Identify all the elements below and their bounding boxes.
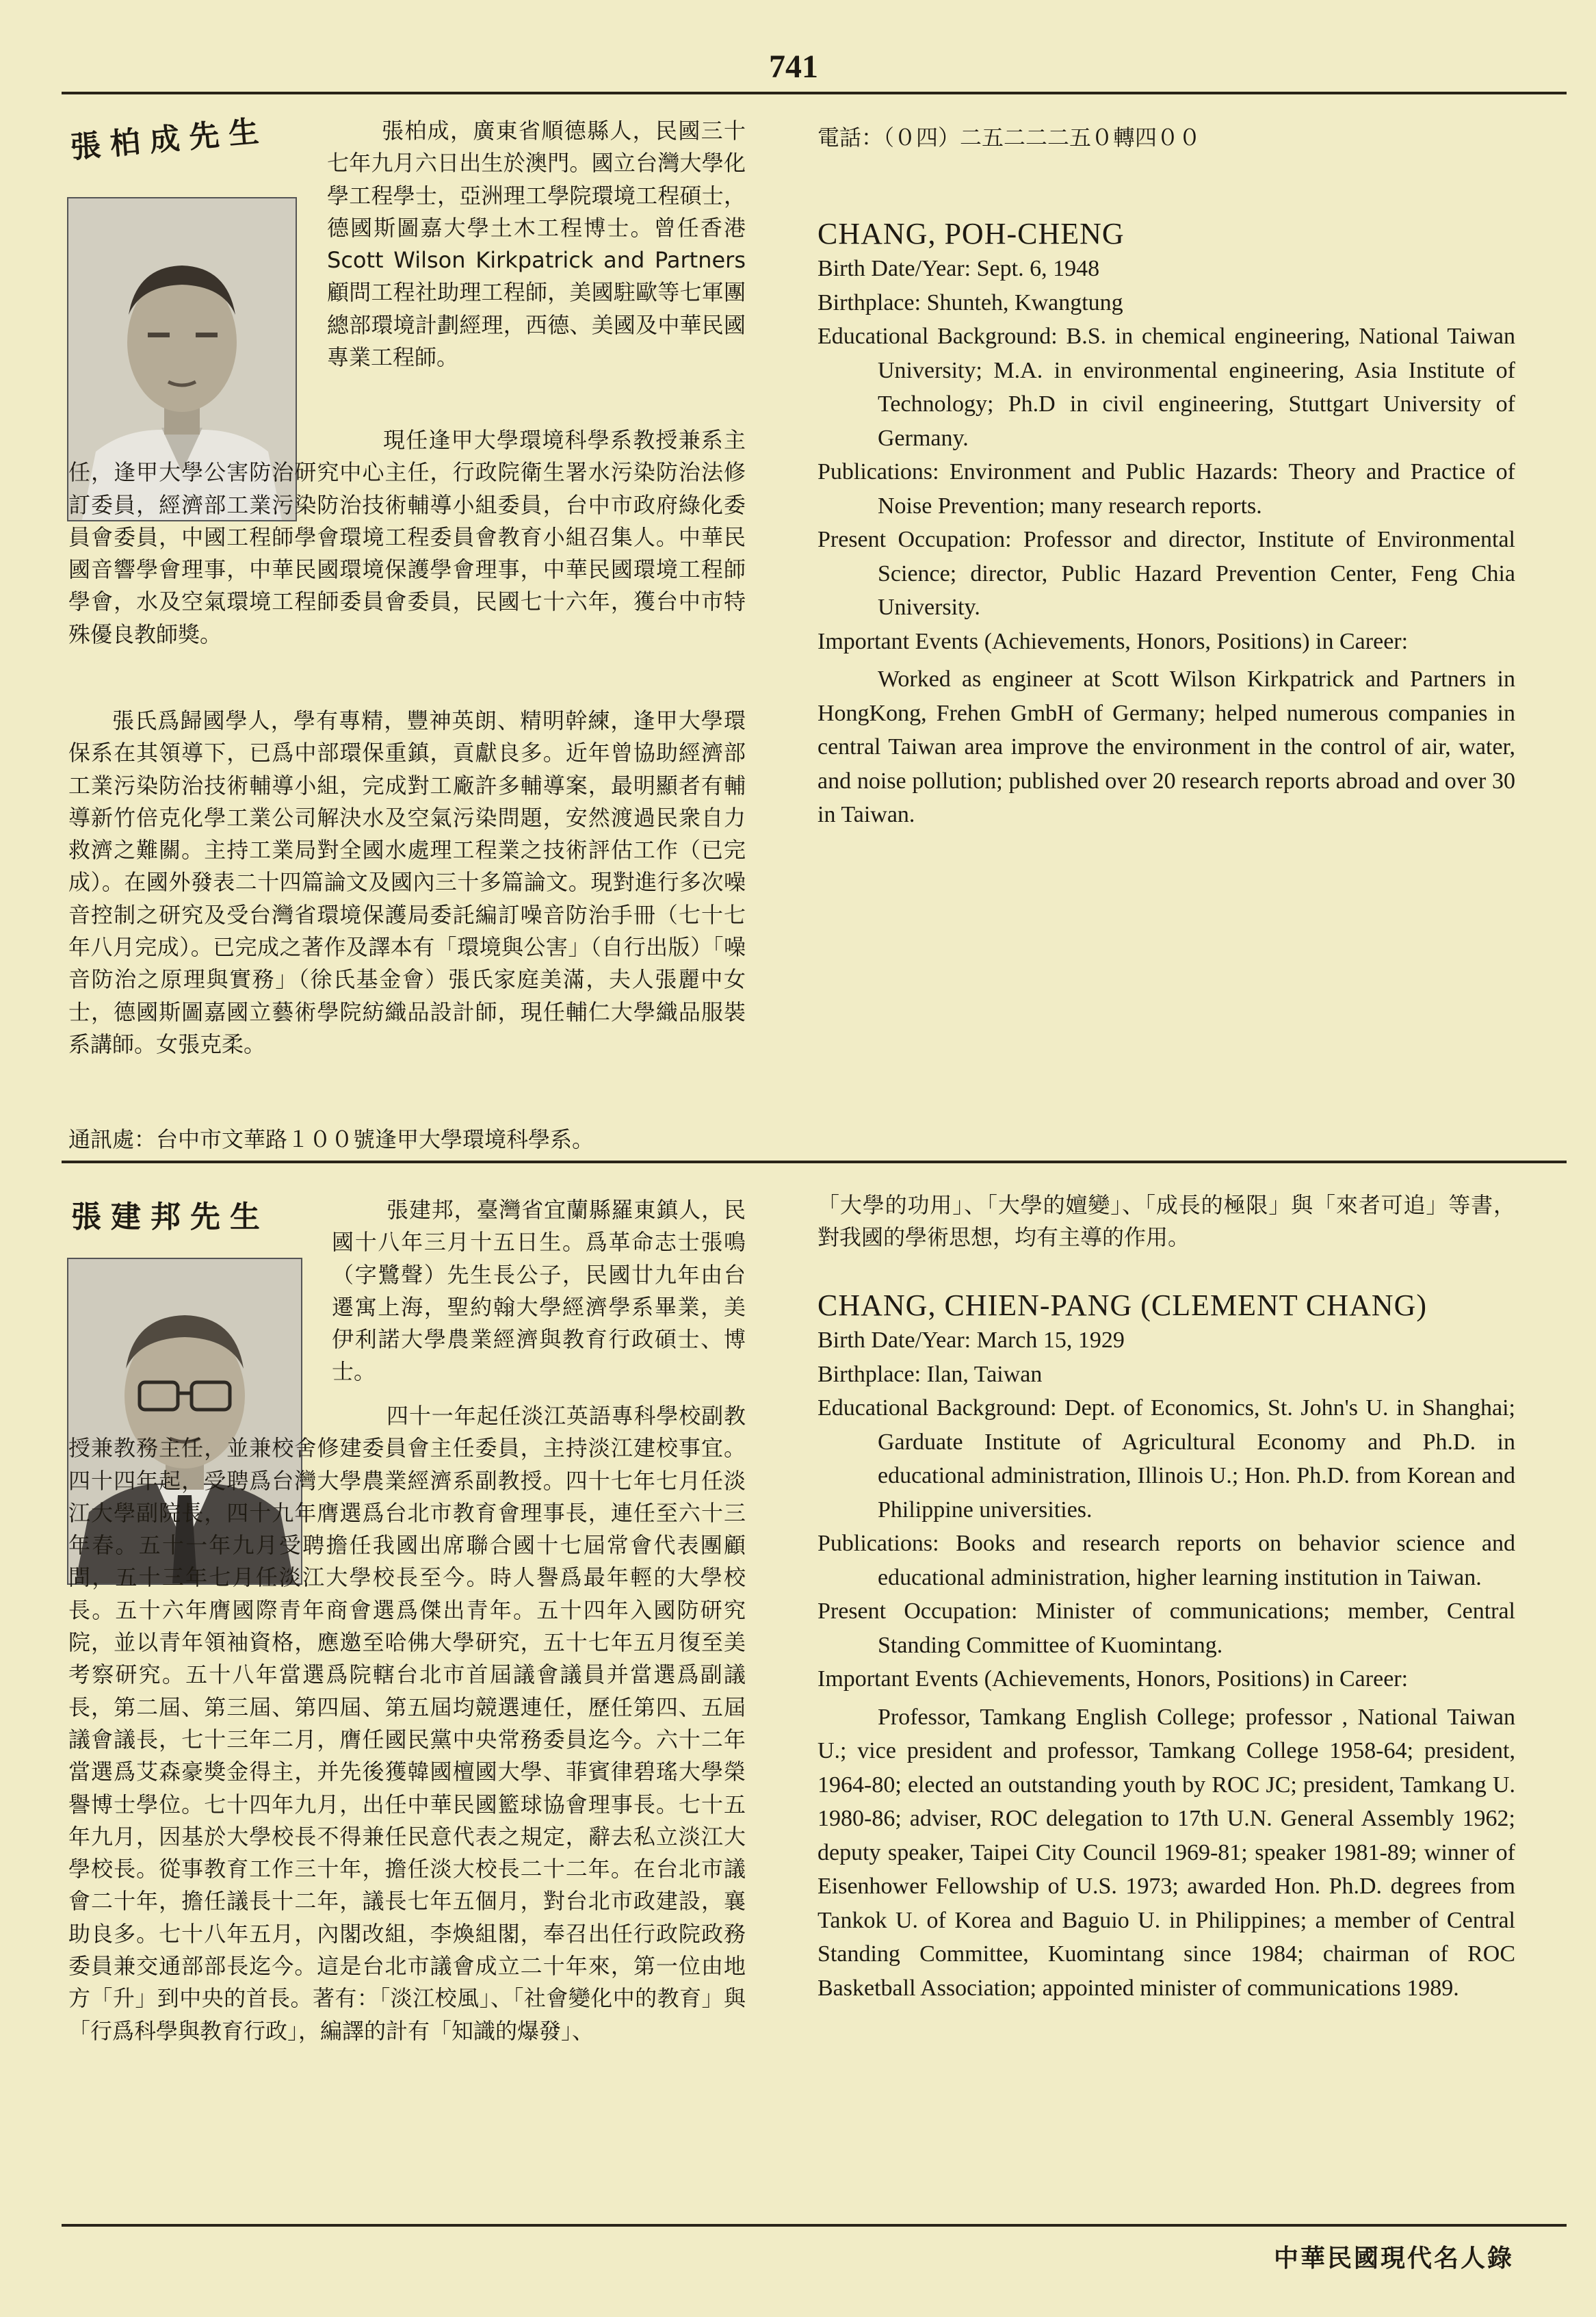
entry-2-bio-cn-2: 四十一年起任淡江英語專科學校副教授兼教務主任，並兼校舍修建委員會主任委員，主持淡江建校事宜。四十四年起，受聘爲台灣大學農業經濟系副教授。四十七年七月任淡江大學副院長，四十九年膺選爲台北市教育會理事長，連任至六十三年春。五十一年九月受聘擔任我國出席聯合國十七屆常會代表團顧問，五十三年七月任淡江大學校長至今。時人譽爲最年輕的大學校長。五十六年膺國際青年商會選爲傑出青年。五十四年入國防研究院，並以青年領袖資格，應邀至哈佛大學研究，五十七年五月復至美考察研究。五十八年當選爲院轄台北市首屆議會議員并當選爲副議長，第二屆、第三屆、第四屆、第五屆均競選連任，歷任第四、五屆議會議長，七十三年二月，膺任國民黨中央常務委員迄今。六十二年當選爲艾森豪獎金得主，并先後獲韓國檀國大學、菲賓律碧瑤大學榮譽博士學位。七十四年九月，出任中華民國籃球協會理事長。七十五年九月，因基於大學校長不得兼任民意代表之規定，辭去私立淡江大學校長。從事教育工作三十年，擔任淡大校長二十二年。在台北市議會二十年，擔任議長十二年，議長七年五個月，對台北市政建設，襄助良多。七十八年五月，內閣改組，李煥組閣，奉召出任行政院政務委員兼交通部部長迄今。這是台北市議會成立二十年來，第一位由地方「升」到中央的首長。著有：「淡江校風」、「社會變化中的教育」與「行爲科學與教育行政」，編譯的計有「知識的爆發」、 bbox=[68, 1403, 746, 2044]
entry-2-name-cn: 張建邦先生 bbox=[71, 1200, 270, 1234]
entry-1-field-events bbox=[817, 625, 1515, 659]
entry-1-field-education bbox=[817, 320, 1515, 455]
entry-2-name-en: CHANG, CHIEN-PANG (CLEMENT CHANG) bbox=[817, 1289, 1427, 1322]
entry-1-phone-cn: 電話：（０四）二五二二二五０轉四００ bbox=[817, 125, 1201, 151]
field-value: March 15, 1929 bbox=[976, 1328, 1125, 1353]
entry-1-field-birthplace bbox=[817, 286, 1515, 320]
field-label: Birthplace: bbox=[817, 1361, 921, 1387]
footer-rule bbox=[62, 2224, 1567, 2227]
field-label: Present Occupation: bbox=[817, 1598, 1018, 1624]
field-value: Professor and director, Institute of Environmental Science; director, Public Hazard Prevention Center, Feng Chia University. bbox=[878, 527, 1516, 620]
entry-2-field-occupation bbox=[817, 1594, 1515, 1662]
entry-1-bio-cn-2: 現任逢甲大學環境科學系教授兼系主任，逢甲大學公害防治研究中心主任，行政院衛生署水污染防治法修訂委員，經濟部工業污染防治技術輔導小組委員，台中市政府綠化委員會委員，中國工程師學會環境工程委員會教育小組召集人。中華民國音響學會理事，中華民國環境保護學會理事，中華民國環境工程師學會，水及空氣環境工程師委員會委員，民國七十六年，獲台中市特殊優良教師獎。 bbox=[68, 427, 746, 647]
field-label: Present Occupation: bbox=[817, 527, 1012, 552]
field-value: Dept. of Economics, St. John's U. in Shanghai; Garduate Institute of Agricultural Economy and Ph.D. in educational administration, Illinois U.; Hon. Ph.D. from Korean and Philippine universities. bbox=[878, 1395, 1515, 1523]
field-label: Publications: bbox=[817, 1531, 939, 1556]
entry-1-field-occupation bbox=[817, 523, 1515, 625]
entry-2-field-publications bbox=[817, 1527, 1515, 1594]
field-value: Minister of communications; member, Central Standing Committee of Kuomintang. bbox=[878, 1598, 1515, 1658]
field-label: Educational Background: bbox=[817, 324, 1058, 349]
field-value: Ilan, Taiwan bbox=[926, 1361, 1043, 1387]
field-value: B.S. in chemical engineering, National Taiwan University; M.A. in environmental engineering, Asia Institute of Technology; Ph.D in civil engineering, Stuttgart University of Germany. bbox=[878, 324, 1516, 451]
entry-2-field-birth-date bbox=[817, 1323, 1515, 1358]
entry-2-field-events bbox=[817, 1662, 1515, 1696]
field-label: Birth Date/Year: bbox=[817, 1328, 971, 1353]
field-label: Educational Background: bbox=[817, 1395, 1057, 1421]
field-label: Birth Date/Year: bbox=[817, 256, 971, 281]
field-value: Shunteh, Kwangtung bbox=[926, 289, 1123, 315]
entry-1-name-cn: 張柏成先生 bbox=[68, 113, 270, 166]
entry-2-bio-cn-1: 張建邦，臺灣省宜蘭縣羅東鎮人，民國十八年三月十五日生。爲革命志士張鳴（字鷺聲）先生長公子，民國廿九年由台遷寓上海，聖約翰大學經濟學系畢業，美伊利諾大學農業經濟與教育行政碩士、博士。 bbox=[332, 1197, 746, 1385]
entry-1-name-en: CHANG, POH-CHENG bbox=[817, 217, 1125, 250]
entry-2-bio-cn-cont: 「大學的功用」、「大學的嬗變」、「成長的極限」與「來者可追」等書，對我國的學術思想，均有主導的作用。 bbox=[817, 1192, 1515, 1251]
entry-1-field-publications bbox=[817, 455, 1515, 523]
entry-divider bbox=[62, 1161, 1567, 1163]
entry-1-fields bbox=[817, 252, 1515, 832]
entry-2-fields bbox=[817, 1323, 1515, 2005]
page-number: 741 bbox=[769, 49, 818, 85]
book-title-footer: 中華民國現代名人錄 bbox=[1273, 2244, 1514, 2273]
entry-1-events-en: Worked as engineer at Scott Wilson Kirkpatrick and Partners in HongKong, Frehen GmbH of Germany; helped numerous companies in central Taiwan area improve the environment in the control of air, water, and noise pollution; published over 20 research reports abroad and over 30 in Taiwan. bbox=[817, 666, 1515, 827]
header-rule bbox=[62, 92, 1567, 94]
entry-2-field-birthplace bbox=[817, 1358, 1515, 1392]
entry-1-bio-cn-3: 張氏爲歸國學人，學有專精，豐神英朗、精明幹練，逢甲大學環保系在其領導下，已爲中部環保重鎮，貢獻良多。近年曾協助經濟部工業污染防治技術輔導小組，完成對工廠許多輔導案，最明顯者有輔導新竹倍克化學工業公司解決水及空氣污染問題，安然渡過民衆自力救濟之難關。主持工業局對全國水處理工程業之技術評估工作（已完成）。在國外發表二十四篇論文及國內三十多篇論文。現對進行多次噪音控制之研究及受台灣省環境保護局委託編訂噪音防治手冊（七十七年八月完成）。已完成之著作及譯本有「環境與公害」（自行出版）「噪音防治之原理與實務」（徐氏基金會）張氏家庭美滿，夫人張麗中女士，德國斯圖嘉國立藝術學院紡織品設計師，現任輔仁大學織品服裝系講師。女張克柔。 bbox=[68, 708, 746, 1057]
entry-1-address-cn: 通訊處：台中市文華路１００號逢甲大學環境科學系。 bbox=[68, 1126, 594, 1152]
entry-1-field-birth-date bbox=[817, 252, 1515, 286]
field-value: Sept. 6, 1948 bbox=[976, 256, 1100, 281]
entry-2-field-education bbox=[817, 1391, 1515, 1527]
field-label: Publications: bbox=[817, 459, 939, 484]
entry-1-bio-cn-1: 張柏成，廣東省順德縣人，民國三十七年九月六日出生於澳門。國立台灣大學化學工程學士，亞洲理工學院環境工程碩士，德國斯圖嘉大學土木工程博士。曾任香港 Scott Wilson Kirkpatrick and Partners 顧問工程社助理工程師，美國駐歐等七軍團總部環境計劃經理，西德、美國及中華民國專業工程師。 bbox=[327, 118, 746, 371]
field-label: Birthplace: bbox=[817, 289, 921, 315]
field-label: Important Events (Achievements, Honors, Positions) in Career: bbox=[817, 1666, 1409, 1692]
field-value: Books and research reports on behavior science and educational administration, higher learning institution in Taiwan. bbox=[878, 1531, 1516, 1590]
field-label: Important Events (Achievements, Honors, Positions) in Career: bbox=[817, 628, 1409, 654]
entry-2-events-en: Professor, Tamkang English College; professor , National Taiwan U.; vice president and professor, Tamkang College 1958-64; president, 1964-80; elected an outstanding youth by ROC JC; president, Tamkang U. 1980-86; adviser, ROC delegation to 17th U.N. General Assembly 1962; deputy speaker, Taipei City Council 1969-81; speaker 1981-89; winner of Eisenhower Fellowship of U.S. 1973; awarded Hon. Ph.D. degrees from Tankok U. of Korea and Baguio U. in Philippines; a member of Central Standing Committee, Kuomintang since 1984; chairman of ROC Basketball Association; appointed minister of communications 1989. bbox=[817, 1704, 1515, 2001]
field-value: Environment and Public Hazards: Theory and Practice of Noise Prevention; many research reports. bbox=[878, 459, 1515, 519]
